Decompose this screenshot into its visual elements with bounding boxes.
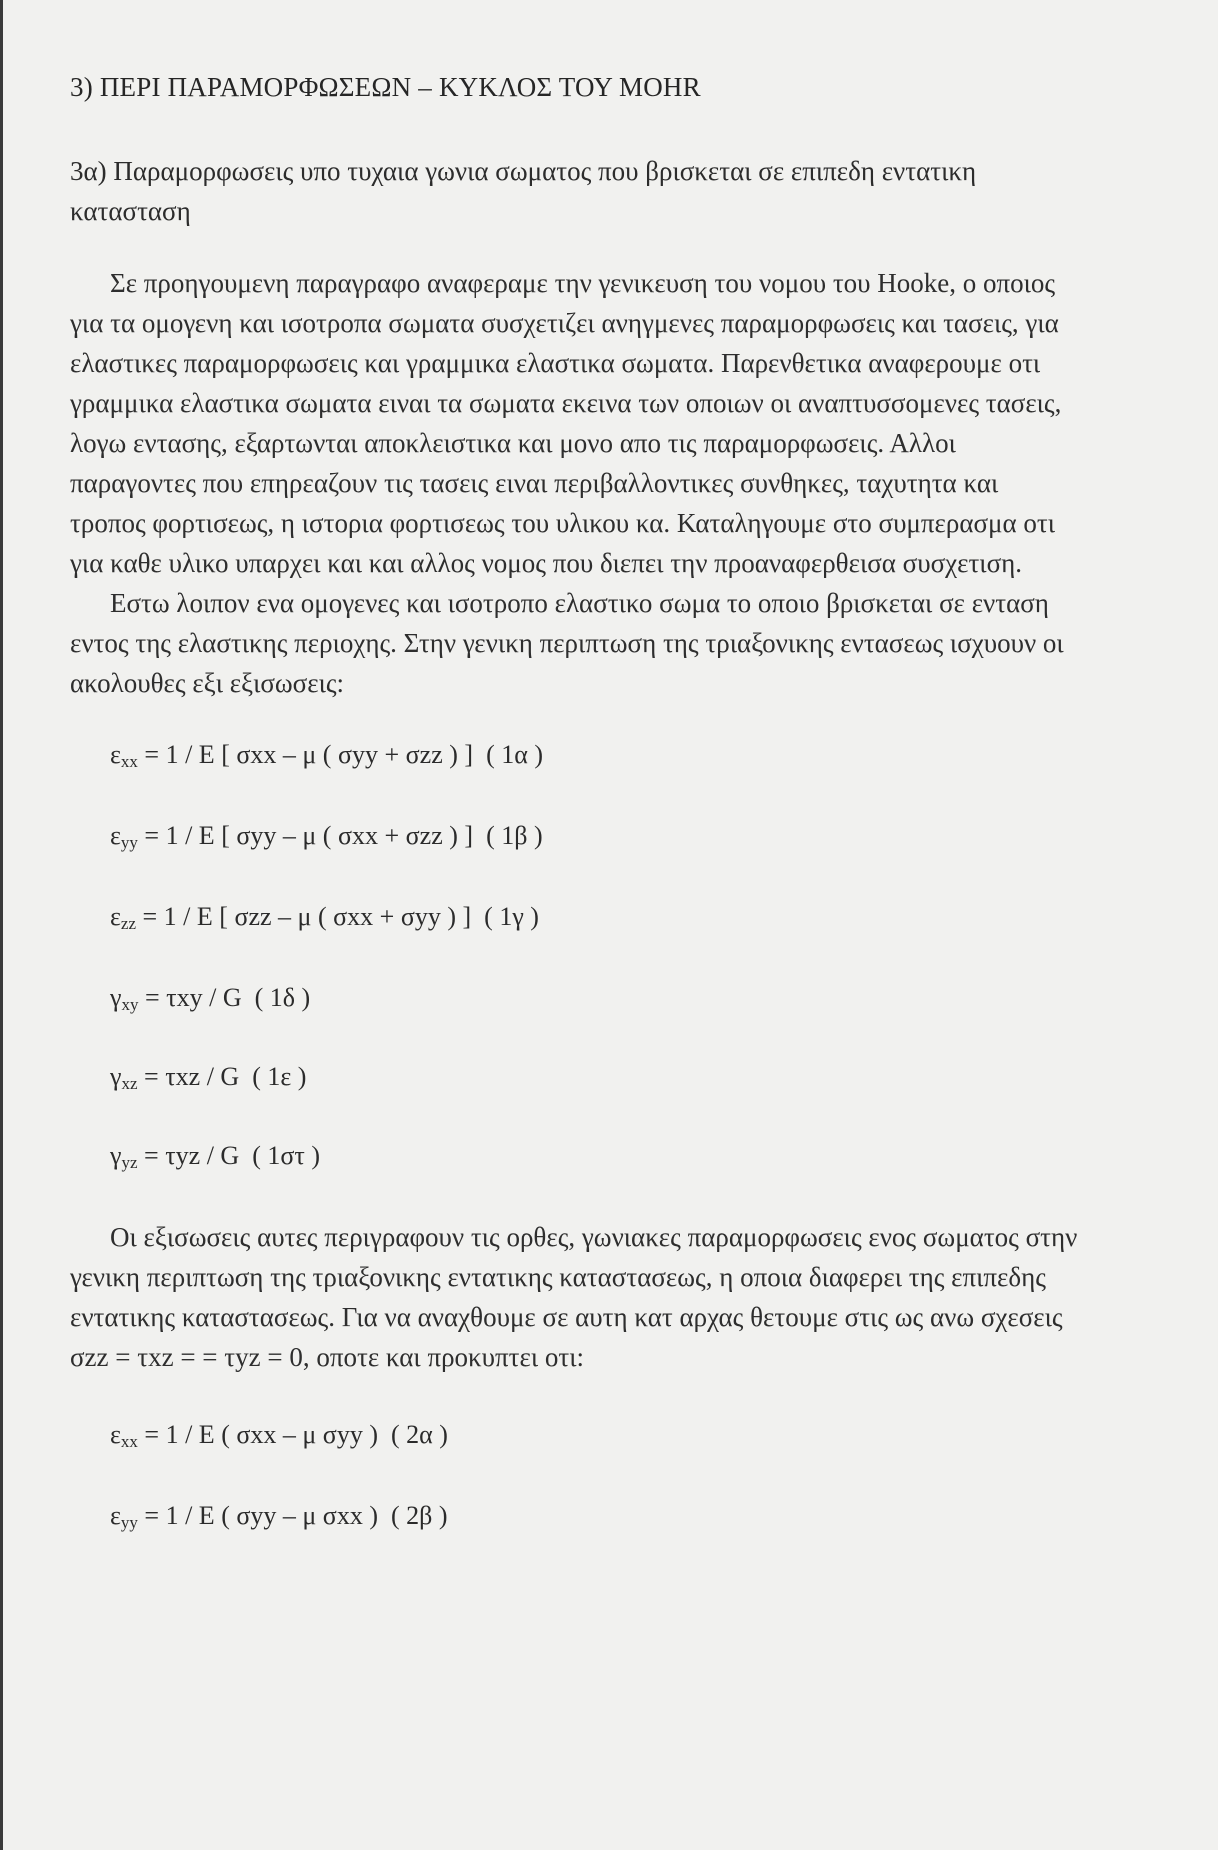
- paragraph-3: Οι εξισωσεις αυτες περιγραφουν τις ορθες, γωνιακες παραμορφωσεις ενος σωματος στην γενικη περιπτωση της τριαξονικης εντατικης καταστασεως, η οποια διαφερει της επιπεδης εντατικης καταστασεως. Για να αναχθουμε σε αυτη κατ αρχας θετουμε στις ως ανω σχεσεις σzz = τxz = = τyz = 0, οποτε και προκυπτει οτι:: [70, 1222, 1078, 1372]
- equation-label: ( 1γ ): [484, 902, 539, 931]
- scan-edge: [0, 0, 3, 1850]
- equation-1a: $\varepsilon_{xx} = 1 / E$ [ σxx – μ ( σyy + σzz ) ] ( 1α ): [110, 740, 544, 771]
- equation-label: ( 1στ ): [252, 1141, 320, 1170]
- equation-1d: $\gamma_{xy} = \tau xy / G$ ( 1δ ): [110, 983, 311, 1014]
- equation-2b: $\varepsilon_{yy} = 1 / E$ ( σyy – μ σxx ) ( 2β ): [110, 1501, 448, 1532]
- paragraph-1: Σε προηγουμενη παραγραφο αναφεραμε την γενικευση του νομου του Hooke, ο οποιος για τα ομογενη και ισοτροπα σωματα συσχετιζει ανηγμενες παραμορφωσεις και τασεις, για ελαστικες παραμορφωσεις και γραμμικα ελαστικα σωματα. Παρενθετικα αναφερουμε οτι γραμμικα ελαστικα σωματα ειναι τα σωματα εκεινα των οποιων οι αναπτυσσομενες τασεις, λογω εντασης, εξαρτωνται αποκλειστικα και μονο απο τις παραμορφωσεις. Αλλοι παραγοντες που επηρεαζουν τις τασεις ειναι περιβαλλοντικες συνθηκες, ταχυτητα και τροπος φορτισεως, η ιστορια φορτισεως του υλικου κα. Καταληγουμε στο συμπερασμα οτι για καθε υλικο υπαρχει και και αλλος νομος που διεπει την προαναφερθεισα συσχετιση.: [70, 268, 1062, 578]
- equation-1e: $\gamma_{xz} = \tau xz / G$ ( 1ε ): [110, 1062, 307, 1093]
- equation-label: ( 1δ ): [254, 983, 311, 1012]
- equation-label: ( 1ε ): [252, 1062, 307, 1091]
- equation-list-2: [70, 1417, 1080, 1541]
- paragraph-2: Εστω λοιπον ενα ομογενες και ισοτροπο ελαστικο σωμα το οποιο βρισκεται σε ενταση εντος της ελαστικης περιοχης. Στην γενικη περιπτωση της τριαξονικης εντασεως ισχυουν οι ακολουθες εξι εξισωσεις:: [70, 588, 1064, 698]
- section-title: 3) ΠΕΡΙ ΠΑΡΑΜΟΡΦΩΣΕΩΝ – ΚΥΚΛΟΣ ΤΟΥ MOHR: [70, 72, 701, 102]
- document-page: [70, 60, 1080, 1579]
- equation-1c: $\varepsilon_{zz} = 1 / E$ [ σzz – μ ( σxx + σyy ) ] ( 1γ ): [110, 902, 539, 933]
- equation-label: ( 1β ): [486, 821, 543, 850]
- equation-list-1: [70, 737, 1080, 1181]
- subsection-title: 3α) Παραμορφωσεις υπο τυχαια γωνια σωματος που βρισκεται σε επιπεδη εντατικη κατασταση: [70, 156, 977, 226]
- equation-2a: $\varepsilon_{xx} = 1 / E$ ( σxx – μ σyy ) ( 2α ): [110, 1420, 448, 1451]
- equation-1st: $\gamma_{yz} = \tau yz / G$ ( 1στ ): [110, 1141, 320, 1172]
- equation-label: ( 1α ): [486, 740, 544, 769]
- equation-label: ( 2β ): [390, 1501, 448, 1530]
- equation-label: ( 2α ): [390, 1420, 448, 1449]
- equation-1b: $\varepsilon_{yy} = 1 / E$ [ σyy – μ ( σxx + σzz ) ] ( 1β ): [110, 821, 543, 852]
